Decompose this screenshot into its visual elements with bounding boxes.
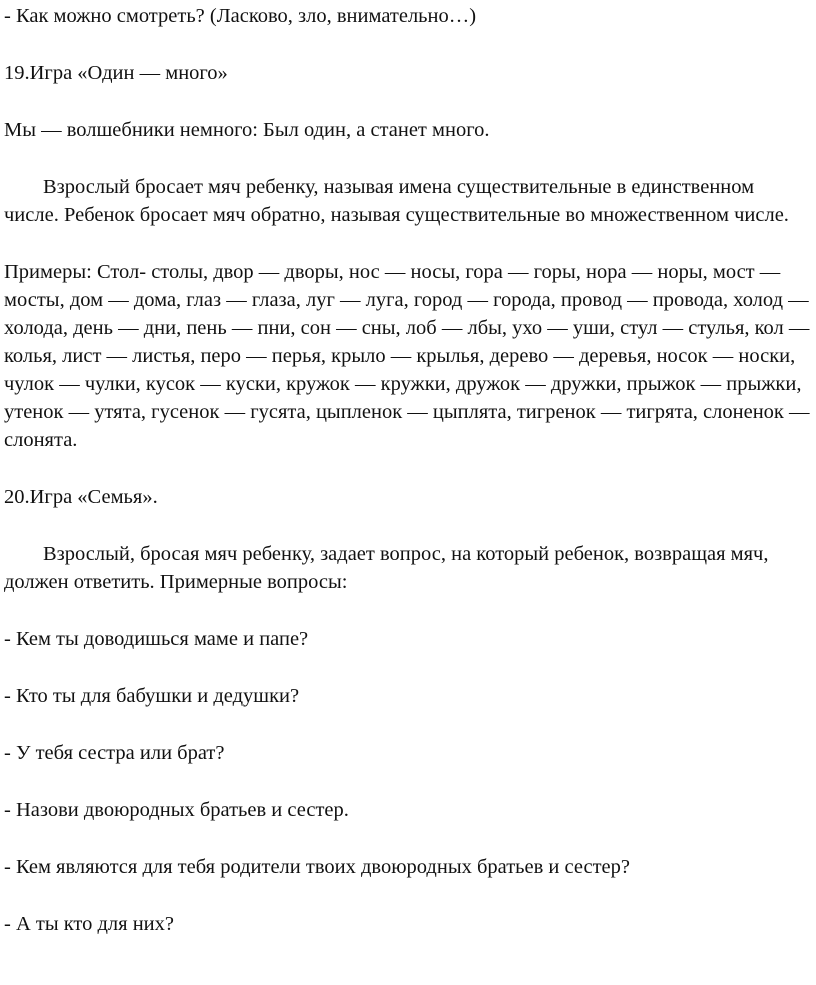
section-heading-game-20: 20.Игра «Семья». (4, 486, 158, 508)
game-19-description: Взрослый бросает мяч ребенку, называя имена существительные в единственном числе. Ребенок бросает мяч обратно, называя существительные во множественном числе. (4, 176, 789, 226)
rhyme-line: Мы — волшебники немного: Был один, а станет много. (4, 119, 490, 141)
question-line: - Кто ты для бабушки и дедушки? (4, 685, 300, 707)
game-20-description: Взрослый, бросая мяч ребенку, задает вопрос, на который ребенок, возвращая мяч, должен ответить. Примерные вопросы: (4, 543, 769, 593)
question-line: - Кем являются для тебя родители твоих двоюродных братьев и сестер? (4, 856, 630, 878)
question-line: - Как можно смотреть? (Ласково, зло, внимательно…) (4, 5, 477, 27)
section-heading-game-19: 19.Игра «Один — много» (4, 62, 228, 84)
game-19-examples: Примеры: Стол- столы, двор — дворы, нос — носы, гора — горы, нора — норы, мост —мосты, дом — дома, глаз — глаза, луг — луга, город — города, провод — провода, холод — холода, день — дни, пень — пни, сон — сны, лоб — лбы, ухо — уши, стул — стулья, кол — колья, лист — листья, перо — перья, крыло — крылья, дерево — деревья, носок — носки, чулок — чулки, кусок — куски, кружок — кружки, дружок — дружки, прыжок — прыжки, утенок — утята, гусенок — гусята, цыпленок — цыплята, тигренок — тигрята, слоненок — слонята. (4, 261, 810, 451)
question-line: - Назови двоюродных братьев и сестер. (4, 799, 349, 821)
question-line: - У тебя сестра или брат? (4, 742, 225, 764)
question-line: - А ты кто для них? (4, 913, 174, 935)
question-line: - Кем ты доводишься маме и папе? (4, 628, 309, 650)
